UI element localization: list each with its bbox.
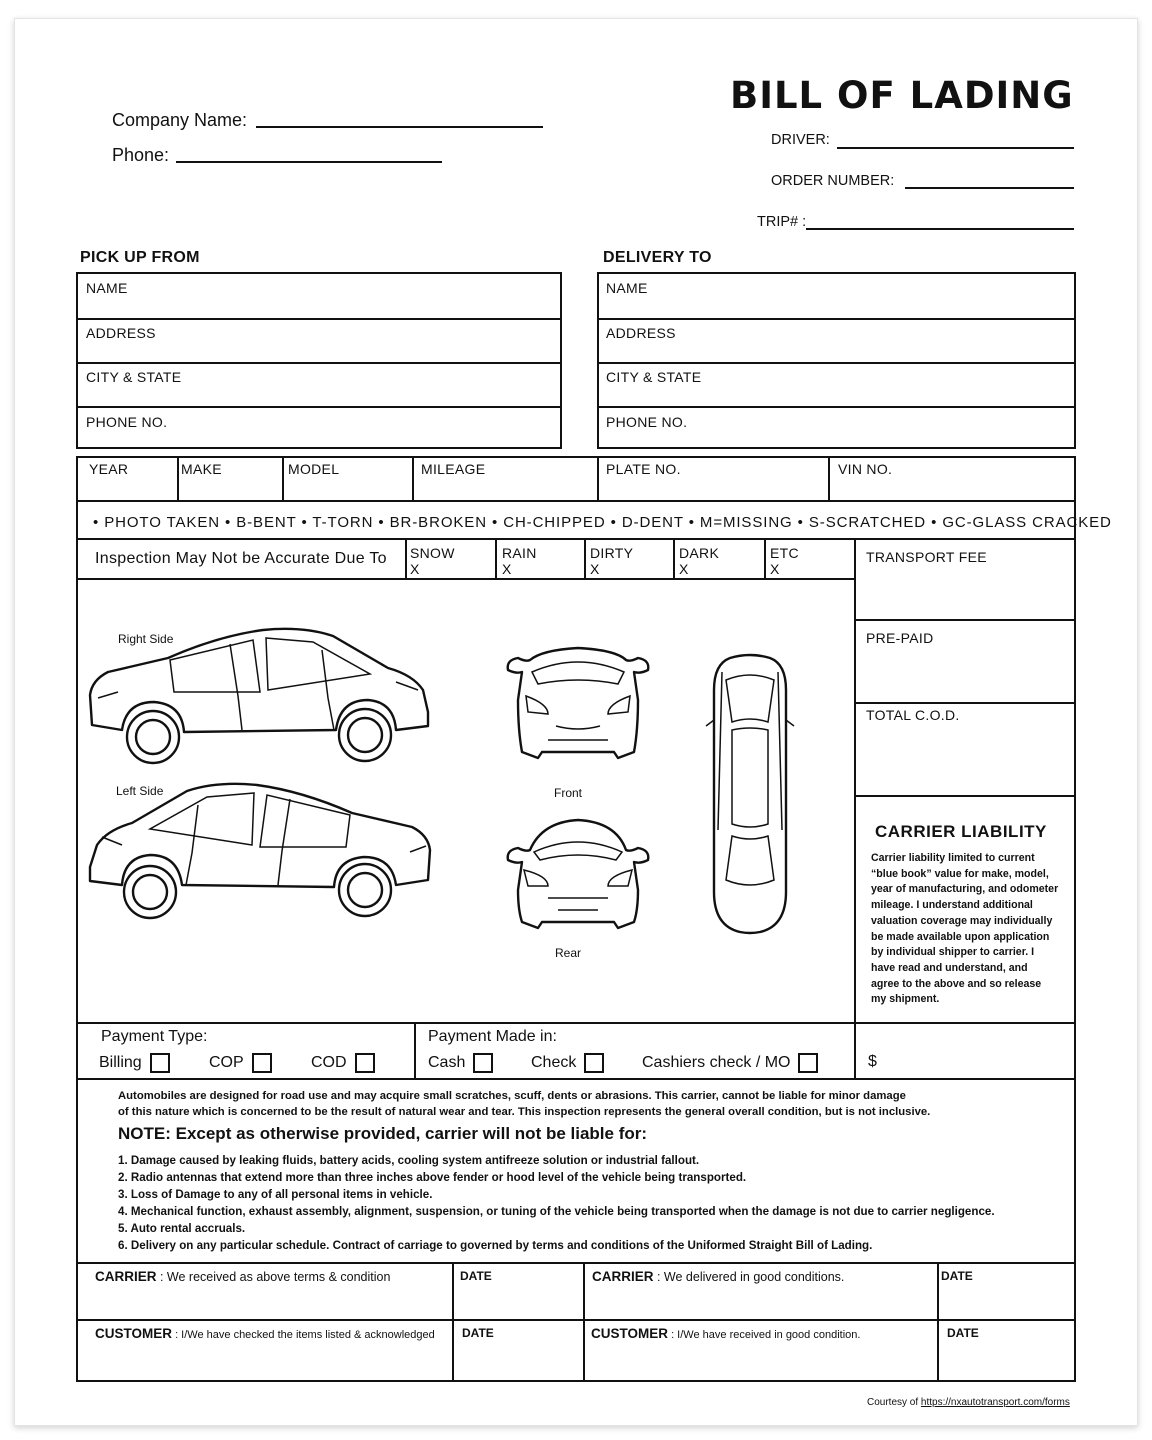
check-checkbox[interactable] <box>584 1053 604 1073</box>
pickup-phone-field[interactable]: PHONE NO. <box>86 414 168 430</box>
mileage-field[interactable]: MILEAGE <box>421 461 486 477</box>
cod-checkbox[interactable] <box>355 1053 375 1073</box>
condition-rain[interactable]: RAIN X <box>502 545 537 577</box>
billing-checkbox[interactable] <box>150 1053 170 1073</box>
delivery-name-field[interactable]: NAME <box>606 280 648 296</box>
driver-field[interactable] <box>837 147 1074 149</box>
vin-number-field[interactable]: VIN NO. <box>838 461 893 477</box>
condition-snow[interactable]: SNOW X <box>410 545 455 577</box>
customer-pickup-signature[interactable]: CUSTOMER : I/We have checked the items listed & acknowledged <box>95 1326 435 1341</box>
model-field[interactable]: MODEL <box>288 461 340 477</box>
payment-cash[interactable]: Cash <box>428 1053 493 1073</box>
company-name-label: Company Name: <box>112 110 248 130</box>
form-title: BILL OF LADING <box>730 74 1074 117</box>
trip-label: TRIP# : <box>757 214 807 230</box>
rear-car-icon <box>508 820 649 928</box>
driver-label: DRIVER: <box>771 132 830 148</box>
condition-etc[interactable]: ETC X <box>770 545 799 577</box>
payment-type-label: Payment Type: <box>101 1028 208 1045</box>
list-item: 1. Damage caused by leaking fluids, battery acids, cooling system antifreeze solution or industrial fallout. <box>118 1154 700 1167</box>
cop-checkbox[interactable] <box>252 1053 272 1073</box>
payment-cop[interactable]: COP <box>209 1053 272 1073</box>
footer-courtesy: Courtesy of https://nxautotransport.com/forms <box>867 1397 1070 1408</box>
terms-intro: Automobiles are designed for road use and may acquire small scratches, scuff, dents or abrasions. This carrier, cannot be liable for minor damage of this nature which is concerned to be the result of natural wear and tear. This inspection represents the general overall condition, but is not inclusive. <box>118 1090 931 1118</box>
trip-field[interactable] <box>806 228 1074 230</box>
delivery-city-state-field[interactable]: CITY & STATE <box>606 369 702 385</box>
cashiers-check-checkbox[interactable] <box>798 1053 818 1073</box>
delivery-phone-field[interactable]: PHONE NO. <box>606 414 688 430</box>
delivery-address-field[interactable]: ADDRESS <box>606 325 676 341</box>
order-number-field[interactable] <box>905 187 1074 189</box>
carrier-delivery-signature[interactable]: CARRIER : We delivered in good conditions. <box>592 1269 845 1284</box>
customer-pickup-date[interactable]: DATE <box>462 1326 494 1340</box>
vehicle-damage-diagram[interactable] <box>78 580 853 1022</box>
front-label: Front <box>554 786 583 800</box>
payment-amount-field[interactable]: $ <box>868 1053 877 1070</box>
footer-link[interactable]: https://nxautotransport.com/forms <box>920 1397 1070 1408</box>
payment-cashiers-check[interactable]: Cashiers check / MO <box>642 1053 818 1073</box>
damage-legend: • PHOTO TAKEN • B-BENT • T-TORN • BR-BROKEN • CH-CHIPPED • D-DENT • M=MISSING • S-SCRATCHED • GC-GLASS CRACKED <box>93 514 1112 531</box>
customer-delivery-signature[interactable]: CUSTOMER : I/We have received in good condition. <box>591 1326 861 1341</box>
front-car-icon <box>508 648 649 758</box>
phone-label: Phone: <box>112 145 170 165</box>
list-item: 3. Loss of Damage to any of all personal items in vehicle. <box>118 1188 433 1201</box>
delivery-title: DELIVERY TO <box>603 249 712 266</box>
right-side-label: Right Side <box>118 632 174 646</box>
carrier-delivery-date[interactable]: DATE <box>941 1269 973 1283</box>
order-number-label: ORDER NUMBER: <box>771 173 895 189</box>
pickup-title: PICK UP FROM <box>80 249 200 266</box>
prepaid-field[interactable]: PRE-PAID <box>866 630 934 646</box>
condition-dirty[interactable]: DIRTY X <box>590 545 634 577</box>
customer-delivery-date[interactable]: DATE <box>947 1326 979 1340</box>
list-item: 6. Delivery on any particular schedule. Contract of carriage to governed by terms and conditions of the Uniformed Straight Bill of Lading. <box>118 1239 873 1252</box>
cash-checkbox[interactable] <box>473 1053 493 1073</box>
left-side-car-icon <box>90 784 430 918</box>
make-field[interactable]: MAKE <box>181 461 222 477</box>
list-item: 5. Auto rental accruals. <box>118 1222 246 1235</box>
right-side-car-icon <box>90 629 428 763</box>
pickup-name-field[interactable]: NAME <box>86 280 128 296</box>
payment-cod[interactable]: COD <box>311 1053 375 1073</box>
year-field[interactable]: YEAR <box>89 461 129 477</box>
phone-field[interactable] <box>176 161 442 163</box>
condition-dark[interactable]: DARK X <box>679 545 720 577</box>
carrier-liability-title: CARRIER LIABILITY <box>875 822 1047 841</box>
payment-check[interactable]: Check <box>531 1053 604 1073</box>
terms-note: NOTE: Except as otherwise provided, carrier will not be liable for: <box>118 1124 648 1143</box>
payment-made-label: Payment Made in: <box>428 1028 557 1045</box>
carrier-pickup-signature[interactable]: CARRIER : We received as above terms & condition <box>95 1269 391 1284</box>
pickup-address-field[interactable]: ADDRESS <box>86 325 156 341</box>
total-cod-field[interactable]: TOTAL C.O.D. <box>866 707 960 723</box>
rear-label: Rear <box>555 946 582 960</box>
transport-fee-field[interactable]: TRANSPORT FEE <box>866 549 987 565</box>
inspection-label: Inspection May Not be Accurate Due To <box>95 550 387 567</box>
company-name-field[interactable] <box>256 126 543 128</box>
carrier-liability-text: Carrier liability limited to current “blue book” value for make, model, year of manufacturing, and odometer mileage. I understand additional valuation coverage may individually be made available upon application by individual shipper to carrier. I have read and understand, and agree to the above and so release my shipment. <box>871 852 1059 1006</box>
left-side-label: Left Side <box>116 784 164 798</box>
list-item: 4. Mechanical function, exhaust assembly, alignment, suspension, or tuning of the vehicle being transported when the damage is not due to carrier negligence. <box>118 1205 995 1218</box>
pickup-city-state-field[interactable]: CITY & STATE <box>86 369 182 385</box>
carrier-pickup-date[interactable]: DATE <box>460 1269 492 1283</box>
terms-list <box>118 1152 995 1254</box>
plate-number-field[interactable]: PLATE NO. <box>606 461 681 477</box>
list-item: 2. Radio antennas that extend more than three inches above fender or hood level of the vehicle being transported. <box>118 1171 747 1184</box>
payment-billing[interactable]: Billing <box>99 1053 170 1073</box>
top-car-icon <box>706 655 794 933</box>
